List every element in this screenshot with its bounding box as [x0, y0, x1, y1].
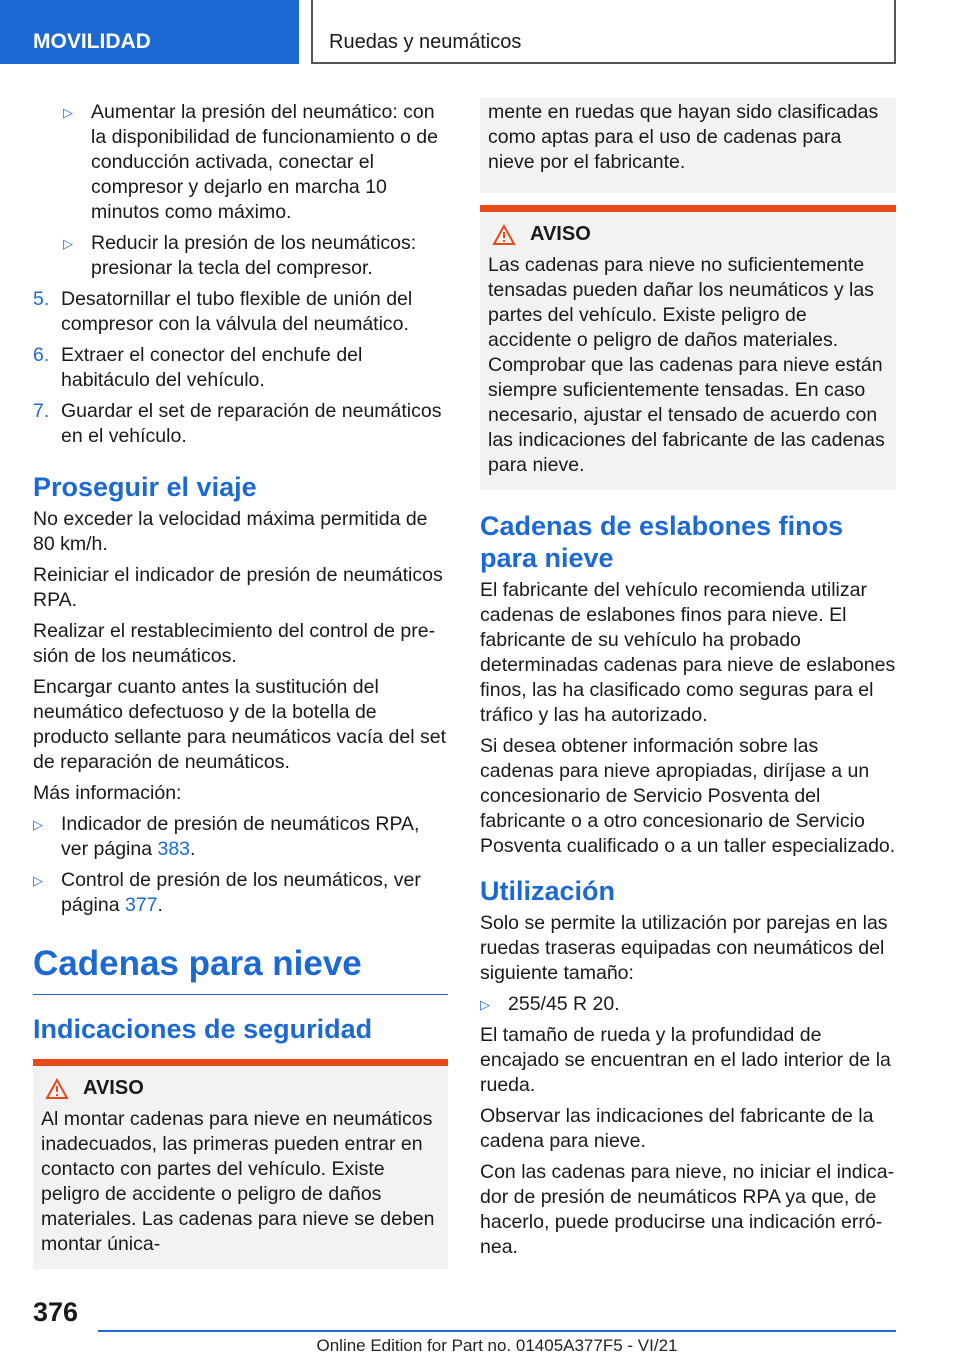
- step-item: [33, 287, 448, 337]
- triangle-bullet-icon: ▷: [63, 105, 73, 120]
- warning-text: Las cadenas para nieve no suficientemente tensadas pueden dañar los neumáticos y las partes del vehículo. Existe peligro de accidente o peligro de daños materiales. Comprobar que las cadenas para nieve están siempre suficientemente tensadas. En caso necesario, ajustar el tensado de acuerdo con las indicaciones del fabricante de las cadenas para nieve.: [488, 254, 885, 476]
- warning-text: Al montar cadenas para nieve en neumáticos inadecuados, las primeras pueden entrar en contacto con partes del vehículo. Existe peligro de accidente o peligro de daños materiales. Las cadenas para nieve se deben montar única-: [41, 1108, 435, 1255]
- step-number: 6.: [33, 344, 50, 366]
- paragraph: Realizar el restablecimiento del control de presión de los neumáticos.: [33, 620, 436, 667]
- list-item-text: Control de presión de los neumáticos, ver página 377.: [61, 869, 421, 916]
- paragraph: Con las cadenas para nieve, no iniciar el indicador de presión de neumáticos RPA ya que, de hacerlo, puede producirse una indicación errónea.: [480, 1161, 895, 1258]
- list-item-text: Indicador de presión de neumáticos RPA, ver página 383.: [61, 813, 420, 860]
- step-text: Desatornillar el tubo flexible de unión del compresor con la válvula del neumático.: [61, 288, 413, 335]
- heading-proseguir: Proseguir el viaje: [33, 472, 257, 502]
- chapter-title: Ruedas y neumáticos: [311, 0, 896, 64]
- warning-title: AVISO: [530, 223, 591, 245]
- paragraph: Encargar cuanto antes la sustitución del neumático defectuoso y de la botella de producto sellante para neumáticos vacía del set de reparación de neumáticos.: [33, 676, 446, 773]
- chapter-heading: Cadenas para nieve: [33, 944, 448, 995]
- section-tab: MOVILIDAD: [0, 0, 299, 64]
- paragraph: El tamaño de rueda y la profundidad de encajado se encuentran en el lado interior de la rueda.: [480, 1024, 891, 1096]
- triangle-bullet-icon: ▷: [33, 817, 43, 832]
- list-item: [33, 812, 448, 862]
- list-item-text: Reducir la presión de los neumáticos: presionar la tecla del compresor.: [91, 232, 417, 279]
- paragraph: Si desea obtener información sobre las cadenas para nieve apropiadas, diríjase a un concesionario de Servicio Posventa del fabricante o a otro concesionario de Servicio Posventa cualificado o a un taller especializado.: [480, 735, 896, 857]
- edition-note: Online Edition for Part no. 01405A377F5 - VI/21: [316, 1336, 678, 1355]
- warning-header: [492, 222, 888, 247]
- list-item: [480, 992, 896, 1017]
- list-item: [33, 868, 448, 918]
- step-item: [33, 343, 448, 393]
- heading-indicaciones: Indicaciones de seguridad: [33, 1014, 373, 1044]
- right-column: [480, 100, 896, 1266]
- footer-divider: [98, 1330, 896, 1332]
- warning-triangle-icon: [492, 224, 516, 246]
- step-text: Guardar el set de reparación de neumáticos en el vehículo.: [61, 400, 442, 447]
- page-number: 376: [33, 1297, 79, 1327]
- step-number: 5.: [33, 288, 50, 310]
- page-link-377[interactable]: 377: [124, 894, 158, 916]
- warning-triangle-icon: [45, 1078, 69, 1100]
- list-item: [33, 100, 448, 225]
- warning-continuation: mente en ruedas que hayan sido clasificadas como aptas para el uso de cadenas para nieve por el fabricante.: [480, 98, 896, 193]
- list-item-text: Aumentar la presión del neumático: con la disponibilidad de funcionamiento o de conducción activada, conectar el compresor y dejarlo en marcha 10 minutos como máximo.: [91, 101, 438, 223]
- paragraph: Observar las indicaciones del fabricante de la cadena para nieve.: [480, 1105, 874, 1152]
- paragraph: Reiniciar el indicador de presión de neumáticos RPA.: [33, 564, 443, 611]
- triangle-bullet-icon: ▷: [33, 873, 43, 888]
- warning-box: [480, 205, 896, 490]
- step-item: [33, 399, 448, 449]
- step-text: Extraer el conector del enchufe del habitáculo del vehículo.: [61, 344, 363, 391]
- heading-utilizacion: Utilización: [480, 876, 616, 906]
- triangle-bullet-icon: ▷: [63, 236, 73, 251]
- warning-header: [45, 1076, 440, 1101]
- paragraph: El fabricante del vehículo recomienda utilizar cadenas de eslabones finos para nieve. El fabricante de su vehículo ha probado determinadas cadenas para nieve de eslabones finos, las ha clasificado como seguras para el tráfico y las ha autorizado.: [480, 579, 896, 726]
- paragraph: No exceder la velocidad máxima permitida de 80 km/h.: [33, 508, 428, 555]
- list-item: [33, 231, 448, 281]
- heading-eslabones: Cadenas de eslabones finos para nieve: [480, 511, 844, 573]
- triangle-bullet-icon: ▷: [480, 997, 490, 1012]
- step-number: 7.: [33, 400, 50, 422]
- paragraph: Más información:: [33, 782, 182, 804]
- page-link-383[interactable]: 383: [157, 838, 191, 860]
- left-column: [33, 100, 448, 1269]
- paragraph: Solo se permite la utilización por parejas en las ruedas traseras equipadas con neumáticos del siguiente tamaño:: [480, 912, 888, 984]
- warning-box: [33, 1059, 448, 1269]
- warning-title: AVISO: [83, 1077, 144, 1099]
- list-item-text: 255/45 R 20.: [508, 993, 620, 1015]
